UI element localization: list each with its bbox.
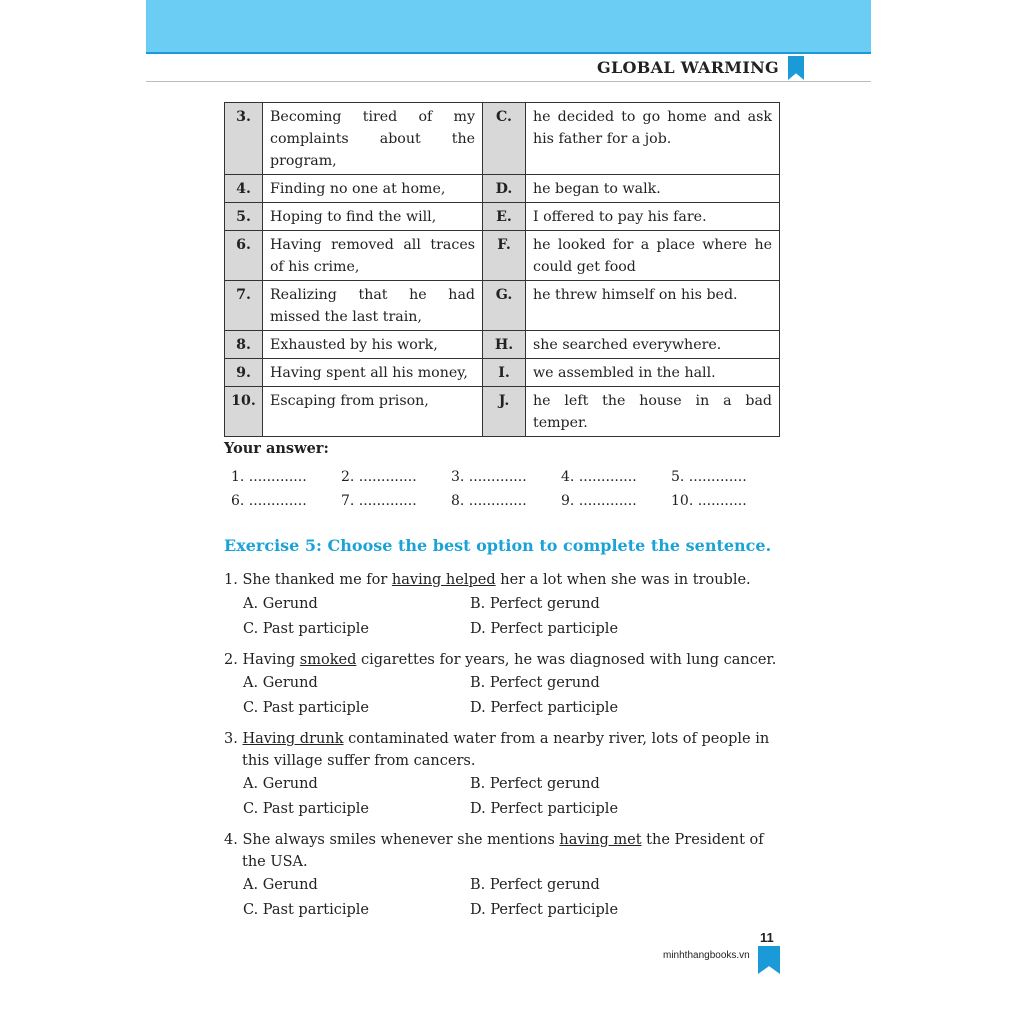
clause-left: Hoping to find the will, [263, 203, 483, 231]
page-number: 11 [760, 930, 774, 945]
question-1 [224, 569, 784, 591]
question-text: 1. She thanked me for having helped her a lot when she was in trouble. [224, 572, 751, 588]
answer-title: Your answer: [224, 440, 329, 457]
answer-blank: 1. ............. [231, 469, 307, 485]
answer-blank: 3. ............. [451, 469, 527, 485]
option-a: A. Gerund [243, 675, 318, 691]
answer-blank: 2. ............. [341, 469, 417, 485]
row-number: 3. [225, 103, 263, 175]
underlined-phrase: smoked [299, 652, 357, 668]
header-divider [146, 81, 871, 82]
row-letter: E. [483, 203, 526, 231]
option-c: C. Past participle [243, 621, 370, 637]
row-letter: C. [483, 103, 526, 175]
clause-left: Escaping from prison, [263, 387, 483, 437]
clause-right: I offered to pay his fare. [526, 203, 780, 231]
table-row [225, 231, 780, 281]
answer-blank: 6. ............. [231, 493, 307, 509]
row-number: 7. [225, 281, 263, 331]
row-letter: H. [483, 331, 526, 359]
row-number: 6. [225, 231, 263, 281]
option-b: B. Perfect gerund [470, 877, 600, 893]
clause-left: Exhausted by his work, [263, 331, 483, 359]
row-letter: G. [483, 281, 526, 331]
row-number: 8. [225, 331, 263, 359]
underlined-phrase: having met [559, 832, 642, 848]
clause-left: Becoming tired of my complaints about the program, [263, 103, 483, 175]
answer-blank: 10. ........... [671, 493, 747, 509]
row-letter: D. [483, 175, 526, 203]
clause-left: Finding no one at home, [263, 175, 483, 203]
table-row [225, 331, 780, 359]
answer-row-2 [231, 493, 781, 509]
answer-blank: 9. ............. [561, 493, 637, 509]
option-d: D. Perfect participle [470, 801, 619, 817]
question-3 [224, 728, 784, 772]
option-c: C. Past participle [243, 700, 370, 716]
row-number: 9. [225, 359, 263, 387]
footer-site: minhthangbooks.vn [663, 950, 750, 961]
row-letter: I. [483, 359, 526, 387]
top-color-bar [146, 0, 871, 52]
clause-right: she searched everywhere. [526, 331, 780, 359]
table-row [225, 387, 780, 437]
exercise-title: Exercise 5: Choose the best option to complete the sentence. [224, 536, 772, 555]
clause-left: Having spent all his money, [263, 359, 483, 387]
answer-blank: 8. ............. [451, 493, 527, 509]
answer-blank: 5. ............. [671, 469, 747, 485]
option-d: D. Perfect participle [470, 621, 619, 637]
option-d: D. Perfect participle [470, 902, 619, 918]
row-number: 5. [225, 203, 263, 231]
clause-left: Having removed all traces of his crime, [263, 231, 483, 281]
option-a: A. Gerund [243, 776, 318, 792]
question-text: 4. She always smiles whenever she mentions having met the President of the USA. [224, 832, 764, 870]
chapter-title: GLOBAL WARMING [597, 58, 779, 77]
row-number: 4. [225, 175, 263, 203]
table-row [225, 203, 780, 231]
clause-right: he left the house in a bad temper. [526, 387, 780, 437]
row-letter: J. [483, 387, 526, 437]
bookmark-ribbon-icon [788, 56, 804, 80]
answer-blank: 4. ............. [561, 469, 637, 485]
question-text: 3. Having drunk contaminated water from a nearby river, lots of people in this village suffer from cancers. [224, 731, 770, 769]
matching-table [224, 102, 780, 437]
clause-right: he decided to go home and ask his father for a job. [526, 103, 780, 175]
table-row [225, 359, 780, 387]
option-c: C. Past participle [243, 902, 370, 918]
underlined-phrase: Having drunk [242, 731, 344, 747]
top-accent-line [146, 52, 871, 54]
row-letter: F. [483, 231, 526, 281]
clause-right: he looked for a place where he could get food [526, 231, 780, 281]
question-2 [224, 649, 784, 671]
option-b: B. Perfect gerund [470, 596, 600, 612]
underlined-phrase: having helped [391, 572, 496, 588]
table-row [225, 103, 780, 175]
option-b: B. Perfect gerund [470, 675, 600, 691]
bookmark-ribbon-icon [758, 946, 780, 974]
clause-right: he threw himself on his bed. [526, 281, 780, 331]
question-text: 2. Having smoked cigarettes for years, he was diagnosed with lung cancer. [224, 652, 777, 668]
table-row [225, 175, 780, 203]
question-4 [224, 829, 784, 873]
answer-blank: 7. ............. [341, 493, 417, 509]
option-b: B. Perfect gerund [470, 776, 600, 792]
option-d: D. Perfect participle [470, 700, 619, 716]
clause-right: we assembled in the hall. [526, 359, 780, 387]
option-a: A. Gerund [243, 596, 318, 612]
clause-left: Realizing that he had missed the last train, [263, 281, 483, 331]
clause-right: he began to walk. [526, 175, 780, 203]
answer-row-1 [231, 469, 781, 485]
option-a: A. Gerund [243, 877, 318, 893]
table-row [225, 281, 780, 331]
option-c: C. Past participle [243, 801, 370, 817]
row-number: 10. [225, 387, 263, 437]
